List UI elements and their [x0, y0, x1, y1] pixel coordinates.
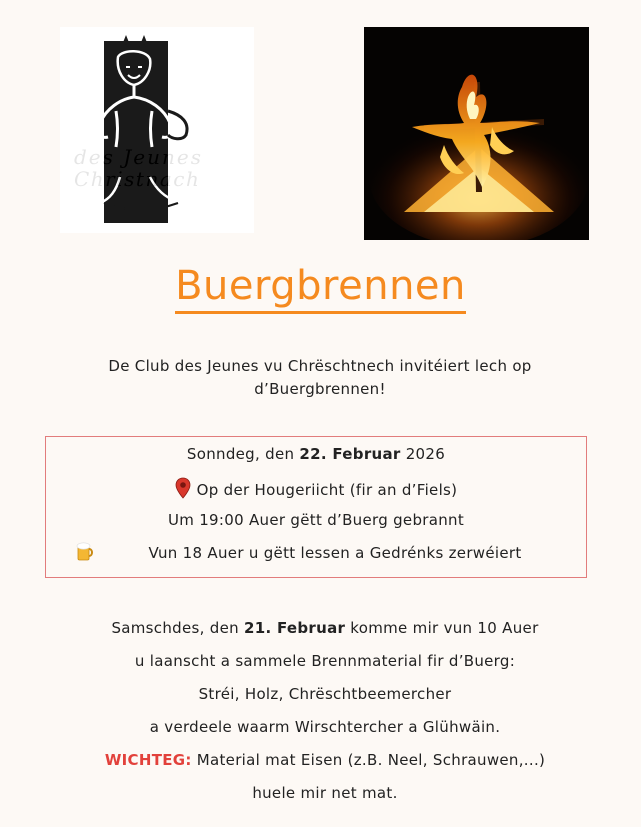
bonfire-image	[364, 27, 589, 240]
event-location-text: Op der Hougeriicht (fir an d’Fiels)	[196, 481, 458, 499]
saturday-line-6: huele mir net mat.	[252, 784, 398, 802]
saturday-line-2: u laanscht a sammele Brennmaterial fir d’Buerg:	[134, 652, 516, 670]
club-logo-icon	[60, 27, 254, 233]
event-drinks	[46, 543, 586, 563]
page-title-text: Buergbrennen	[175, 262, 466, 314]
event-location	[46, 477, 586, 504]
saturday-line-3: Stréi, Holz, Chrëschtbeemercher	[198, 685, 452, 703]
warning-label: WICHTEG:	[104, 751, 192, 769]
logo-text-line2: Christnach	[74, 167, 201, 191]
saturday-line-4: a verdeele waarm Wirschtercher a Glühwäin.	[149, 718, 501, 736]
event-drinks-text: Vun 18 Auer u gëtt lessen a Gedrénks zerwéiert	[148, 544, 522, 562]
saturday-line-1: Samschdes, den 21. Februar komme mir vun 10 Auer	[111, 619, 539, 637]
intro-line-2: d’Buergbrennen!	[254, 380, 386, 398]
event-date: Sonndeg, den 22. Februar 2026	[186, 445, 446, 463]
saturday-warning	[70, 751, 580, 769]
page-title	[0, 262, 641, 314]
intro-text	[70, 355, 570, 401]
event-info-box	[45, 436, 587, 578]
event-time: Um 19:00 Auer gëtt d’Buerg gebrannt	[167, 511, 465, 529]
location-pin-icon	[175, 477, 191, 504]
saturday-date-bold: 21. Februar	[243, 619, 346, 637]
event-date-bold: 22. Februar	[299, 445, 401, 463]
logo-text-line1: des Jeunes	[74, 145, 203, 169]
beer-mug-icon	[76, 541, 94, 566]
warning-text: Material mat Eisen (z.B. Neel, Schrauwen,...)	[191, 751, 546, 769]
club-logo	[60, 27, 254, 233]
intro-line-1: De Club des Jeunes vu Chrëschtnech invitéiert lech op	[108, 357, 532, 375]
bonfire-photo	[364, 27, 589, 240]
